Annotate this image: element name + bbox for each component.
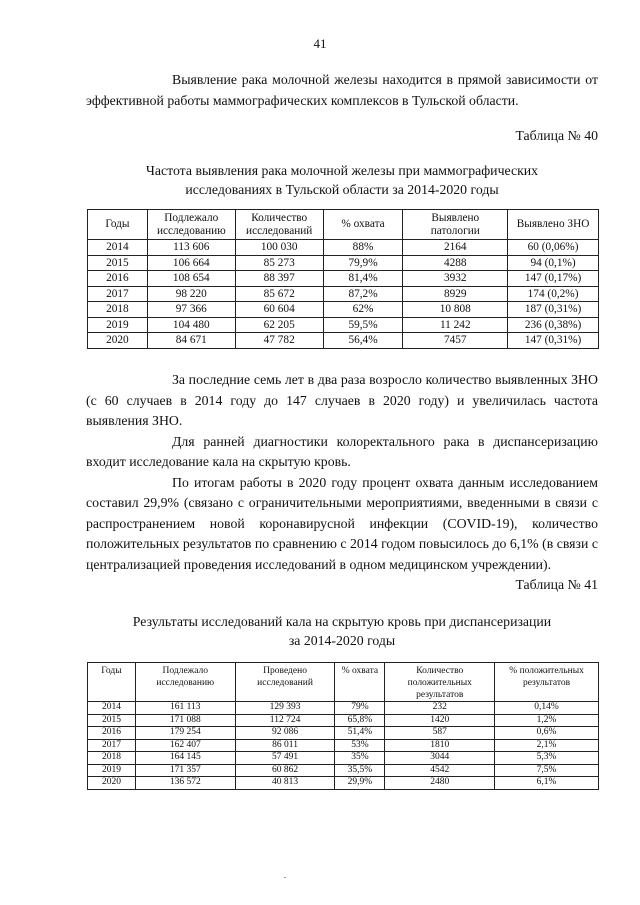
table-cell: 88%: [323, 240, 403, 256]
table-cell: 88 397: [235, 271, 323, 287]
table-cell: 0,6%: [495, 727, 599, 740]
table-cell: 8929: [403, 286, 508, 302]
table-40-header-row: [88, 210, 599, 240]
table-row: [88, 286, 599, 302]
table-cell: 147 (0,17%): [508, 271, 599, 287]
table-cell: 2017: [88, 739, 136, 752]
header-cell: Выявлено патологии: [403, 210, 508, 240]
table-cell: 164 145: [135, 752, 235, 765]
table-row: [88, 752, 599, 765]
table-cell: 35%: [335, 752, 385, 765]
table-cell: 4542: [385, 764, 495, 777]
table-cell: 35,5%: [335, 764, 385, 777]
table-cell: 2015: [88, 255, 148, 271]
table-cell: 136 572: [135, 777, 235, 790]
table-cell: 10 808: [403, 302, 508, 318]
table-cell: 92 086: [235, 727, 335, 740]
header-cell: Подлежало исследованию: [135, 663, 235, 702]
table-cell: 2018: [88, 302, 148, 318]
table-row: [88, 777, 599, 790]
table-cell: 60 862: [235, 764, 335, 777]
table-cell: 81,4%: [323, 271, 403, 287]
table-row: [88, 727, 599, 740]
table-cell: 2,1%: [495, 739, 599, 752]
table-cell: 29,9%: [335, 777, 385, 790]
header-cell: Проведено исследований: [235, 663, 335, 702]
table-40-title-line-2: исследованиях в Тульской области за 2014-2020 годы: [185, 182, 499, 197]
table-cell: 62%: [323, 302, 403, 318]
table-row: [88, 240, 599, 256]
table-cell: 104 480: [147, 317, 235, 333]
paragraph-2020-results: По итогам работы в 2020 году процент охвата данным исследованием составил 29,9% (связано с ограничительными мероприятиями, введенными в связи с распространением новой коронавирусной инфекции (COVID-19), количество положительных результатов по сравнению с 2014 годом повысилось до 6,1% (в связи с централизацией проведения исследований в одном медицинском учреждении).: [86, 474, 598, 572]
paragraph-zno-growth: За последние семь лет в два раза возросло количество выявленных ЗНО (с 60 случаев в 2014 году до 147 случаев в 2020 году) и увеличилась частота выявления ЗНО.: [86, 372, 598, 428]
page-number: 41: [313, 36, 327, 51]
table-cell: 0,14%: [495, 702, 599, 715]
header-cell: Годы: [88, 210, 148, 240]
table-row: [88, 714, 599, 727]
table-cell: 2020: [88, 333, 148, 349]
table-cell: 2016: [88, 271, 148, 287]
table-cell: 84 671: [147, 333, 235, 349]
table-cell: 94 (0,1%): [508, 255, 599, 271]
table-cell: 2019: [88, 764, 136, 777]
table-cell: 161 113: [135, 702, 235, 715]
table-cell: 3044: [385, 752, 495, 765]
header-cell: Количество исследований: [235, 210, 323, 240]
table-cell: 236 (0,38%): [508, 317, 599, 333]
table-cell: 2016: [88, 727, 136, 740]
table-cell: 100 030: [235, 240, 323, 256]
table-row: [88, 702, 599, 715]
table-cell: 40 813: [235, 777, 335, 790]
table-cell: 79,9%: [323, 255, 403, 271]
table-cell: 62 205: [235, 317, 323, 333]
table-cell: 60 604: [235, 302, 323, 318]
table-cell: 2018: [88, 752, 136, 765]
table-cell: 7,5%: [495, 764, 599, 777]
table-cell: 2014: [88, 240, 148, 256]
table-cell: 4288: [403, 255, 508, 271]
table-41-title: [86, 612, 598, 650]
table-cell: 5,3%: [495, 752, 599, 765]
table-cell: 51,4%: [335, 727, 385, 740]
header-cell: % положительных результатов: [495, 663, 599, 702]
table-cell: 187 (0,31%): [508, 302, 599, 318]
table-41-title-line-1: Результаты исследований кала на скрытую кровь при диспансеризации: [132, 614, 552, 629]
table-cell: 85 273: [235, 255, 323, 271]
table-cell: 2480: [385, 777, 495, 790]
table-cell: 112 724: [235, 714, 335, 727]
scan-speck: [284, 877, 286, 878]
table-row: [88, 333, 599, 349]
table-cell: 2014: [88, 702, 136, 715]
table-cell: 106 664: [147, 255, 235, 271]
table-cell: 11 242: [403, 317, 508, 333]
table-cell: 79%: [335, 702, 385, 715]
table-40-title: [86, 161, 598, 199]
header-cell: Количество положительных результатов: [385, 663, 495, 702]
header-cell: Подлежало исследованию: [147, 210, 235, 240]
body-text: [86, 370, 598, 575]
table-41-title-line-2: за 2014-2020 годы: [288, 633, 396, 648]
table-cell: 7457: [403, 333, 508, 349]
table-row: [88, 255, 599, 271]
header-cell: % охвата: [335, 663, 385, 702]
table-cell: 97 366: [147, 302, 235, 318]
table-41-header-row: [88, 663, 599, 702]
table-cell: 53%: [335, 739, 385, 752]
table-row: [88, 739, 599, 752]
table-cell: 171 357: [135, 764, 235, 777]
table-cell: 113 606: [147, 240, 235, 256]
table-cell: 60 (0,06%): [508, 240, 599, 256]
header-cell: % охвата: [323, 210, 403, 240]
table-cell: 2164: [403, 240, 508, 256]
table-row: [88, 764, 599, 777]
table-row: [88, 271, 599, 287]
table-41-label: Таблица № 41: [515, 577, 598, 592]
table-cell: 147 (0,31%): [508, 333, 599, 349]
table-cell: 179 254: [135, 727, 235, 740]
table-cell: 56,4%: [323, 333, 403, 349]
table-cell: 59,5%: [323, 317, 403, 333]
table-cell: 232: [385, 702, 495, 715]
table-row: [88, 302, 599, 318]
table-row: [88, 317, 599, 333]
table-cell: 86 011: [235, 739, 335, 752]
table-cell: 1420: [385, 714, 495, 727]
table-cell: 174 (0,2%): [508, 286, 599, 302]
table-41: [87, 662, 599, 790]
table-cell: 6,1%: [495, 777, 599, 790]
table-40-label: Таблица № 40: [515, 128, 598, 143]
table-cell: 57 491: [235, 752, 335, 765]
table-40-title-line-1: Частота выявления рака молочной железы при маммографических: [145, 163, 539, 178]
header-cell: Выявлено ЗНО: [508, 210, 599, 240]
table-cell: 87,2%: [323, 286, 403, 302]
table-cell: 2019: [88, 317, 148, 333]
table-cell: 1,2%: [495, 714, 599, 727]
table-cell: 587: [385, 727, 495, 740]
table-cell: 1810: [385, 739, 495, 752]
table-cell: 129 393: [235, 702, 335, 715]
table-cell: 98 220: [147, 286, 235, 302]
table-cell: 3932: [403, 271, 508, 287]
table-cell: 2020: [88, 777, 136, 790]
intro-paragraph: Выявление рака молочной железы находится в прямой зависимости от эффективной работы маммографических комплексов в Тульской области.: [86, 72, 598, 108]
table-40: [87, 209, 599, 349]
header-cell: Годы: [88, 663, 136, 702]
table-cell: 65,8%: [335, 714, 385, 727]
table-cell: 108 654: [147, 271, 235, 287]
table-cell: 2015: [88, 714, 136, 727]
table-cell: 85 672: [235, 286, 323, 302]
paragraph-colorectal: Для ранней диагностики колоректального рака в диспансеризацию входит исследование кала на скрытую кровь.: [86, 433, 598, 469]
table-cell: 2017: [88, 286, 148, 302]
table-cell: 171 088: [135, 714, 235, 727]
table-cell: 47 782: [235, 333, 323, 349]
table-cell: 162 407: [135, 739, 235, 752]
